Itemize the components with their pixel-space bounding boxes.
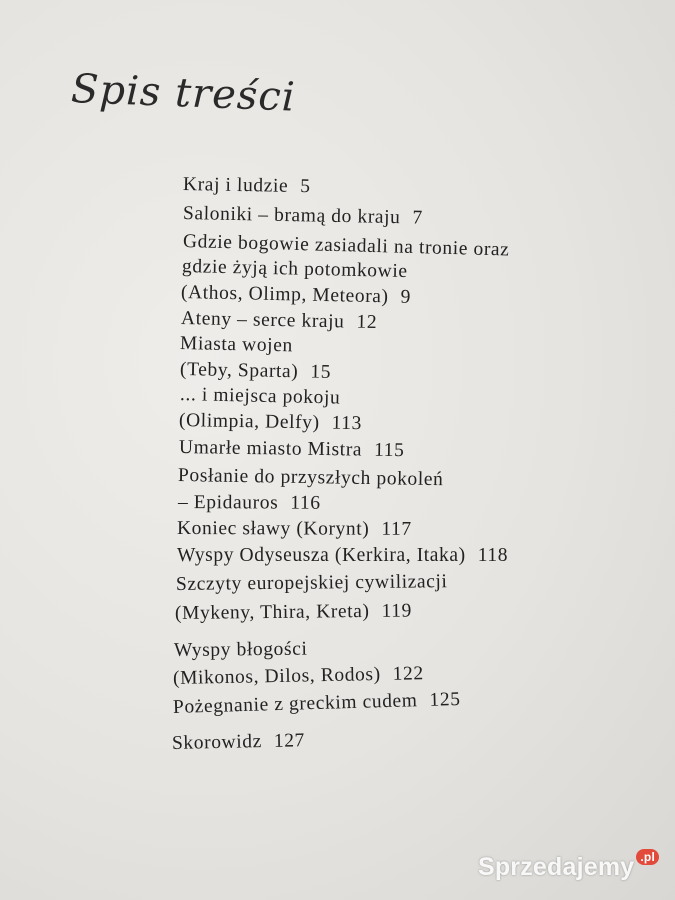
toc-entry bbox=[178, 492, 321, 515]
toc-entry bbox=[180, 333, 293, 357]
toc-entry-text: Saloniki – bramą do kraju bbox=[182, 203, 401, 229]
toc-entry-text: Pożegnanie z greckim cudem bbox=[172, 690, 418, 718]
toc-entry-text: Wyspy błogości bbox=[173, 638, 308, 661]
toc-entry-text: – Epidauros bbox=[177, 492, 279, 514]
toc-entry-text: Umarłe miasto Mistra bbox=[178, 437, 363, 461]
toc-entry-page: 127 bbox=[273, 730, 306, 752]
toc-entry-text: Miasta wojen bbox=[179, 333, 294, 357]
toc-entry-page: 125 bbox=[429, 688, 461, 711]
page-title: Spis treści bbox=[70, 66, 297, 121]
toc-entry bbox=[174, 639, 308, 662]
toc-entry-text: Skorowidz bbox=[171, 731, 263, 754]
toc-entry bbox=[179, 410, 362, 435]
toc-entry bbox=[183, 203, 423, 230]
toc-entry-page: 117 bbox=[381, 518, 412, 540]
toc-entry-text: (Olimpia, Delfy) bbox=[178, 410, 320, 434]
toc-entry bbox=[180, 359, 332, 384]
toc-entry-text: Ateny – serce kraju bbox=[180, 308, 345, 333]
toc-entry-text: Koniec sławy (Korynt) bbox=[176, 518, 370, 540]
toc-entry-text: ... i miejsca pokoju bbox=[179, 384, 341, 409]
toc-entry-page: 119 bbox=[381, 600, 413, 622]
sprzedajemy-watermark bbox=[478, 850, 659, 882]
toc-entry bbox=[176, 571, 448, 596]
watermark-tld: .pl bbox=[636, 849, 659, 865]
toc-entry bbox=[181, 308, 378, 334]
toc-entry bbox=[178, 465, 444, 491]
watermark-name: Sprzedajemy bbox=[477, 853, 635, 881]
toc-entry-page: 15 bbox=[310, 361, 332, 383]
toc-entry-page: 122 bbox=[392, 663, 424, 685]
toc-entry-text: Szczyty europejskiej cywilizacji bbox=[175, 571, 448, 595]
toc-entry-page: 9 bbox=[400, 286, 412, 308]
toc-entry-page: 113 bbox=[331, 412, 363, 435]
toc-entry-text: (Teby, Sparta) bbox=[179, 359, 299, 383]
toc-entry-page: 118 bbox=[477, 545, 509, 566]
toc-entry bbox=[180, 384, 341, 410]
toc-entry bbox=[173, 663, 424, 690]
toc-entry-text: gdzie żyją ich potomkowie bbox=[181, 256, 408, 283]
toc-entry-page: 12 bbox=[356, 311, 378, 334]
toc-entry-page: 116 bbox=[290, 492, 321, 514]
toc-entry bbox=[175, 601, 412, 625]
toc-entry-text: (Mikonos, Dilos, Rodos) bbox=[172, 664, 381, 689]
toc-entry-text: (Mykeny, Thira, Kreta) bbox=[174, 600, 370, 624]
toc-entry bbox=[179, 437, 405, 462]
toc-entry bbox=[177, 545, 508, 567]
toc-entry-page: 7 bbox=[412, 207, 424, 229]
toc-entry bbox=[183, 174, 311, 198]
toc-entry-text: Gdzie bogowie zasiadali na tronie oraz bbox=[182, 231, 510, 261]
toc-entry-text: Posłanie do przyszłych pokoleń bbox=[177, 465, 444, 491]
toc-entry-text: Kraj i ludzie bbox=[182, 174, 289, 197]
toc-entry-page: 5 bbox=[300, 176, 311, 198]
toc-entry bbox=[172, 730, 305, 755]
toc-entry-page: 115 bbox=[373, 439, 405, 462]
toc-entry-text: (Athos, Olimp, Meteora) bbox=[180, 282, 389, 308]
toc-entry bbox=[181, 282, 411, 309]
toc-entry-text: Wyspy Odyseusza (Kerkira, Itaka) bbox=[177, 545, 466, 566]
toc-entry bbox=[182, 256, 408, 283]
toc-entry bbox=[177, 518, 412, 541]
toc-entry bbox=[173, 689, 461, 719]
